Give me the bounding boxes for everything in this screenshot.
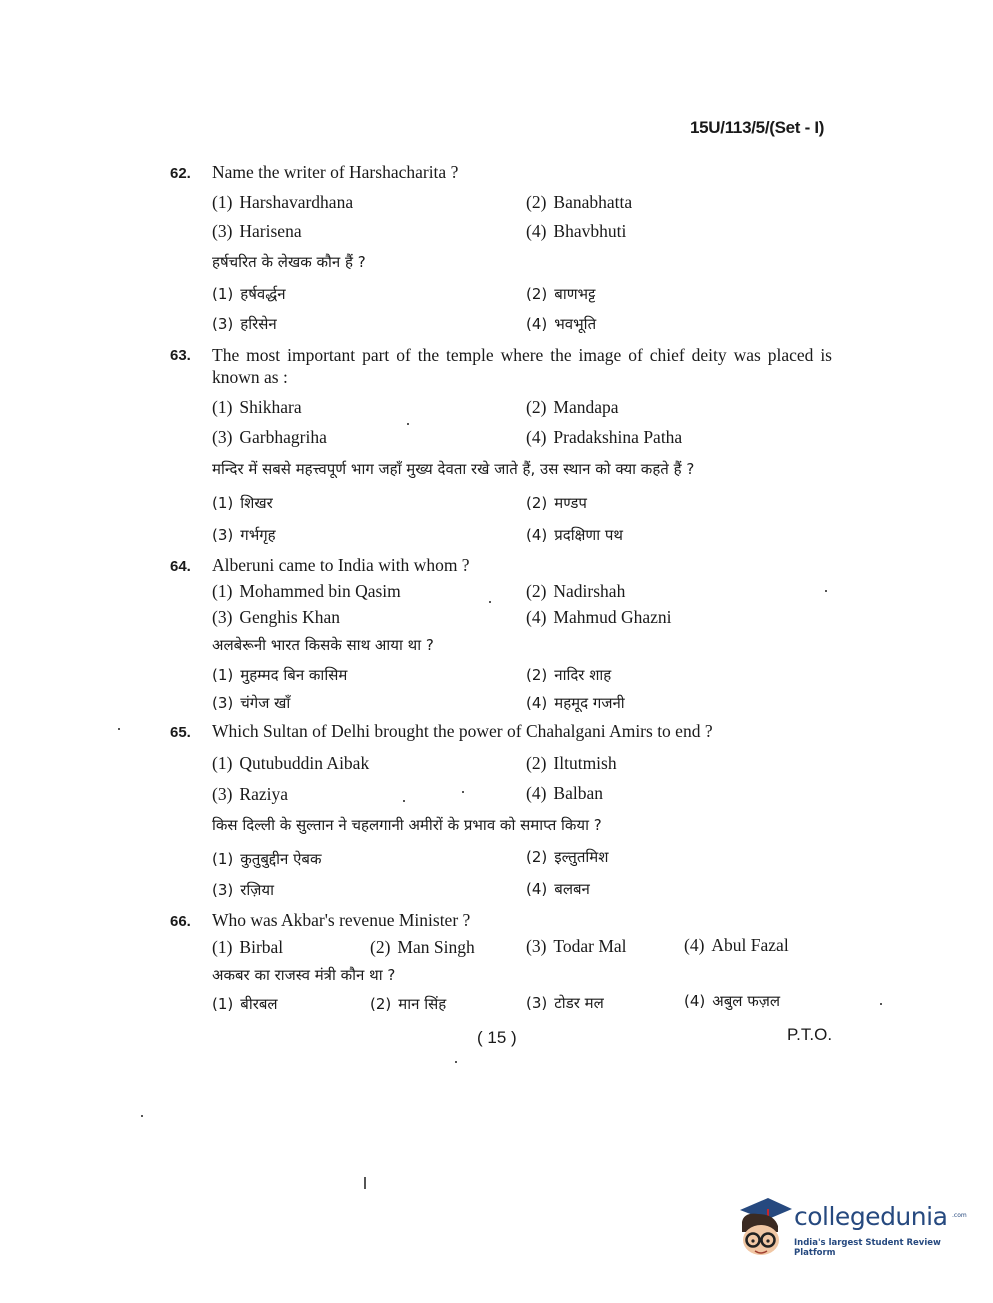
pto-label: P.T.O. <box>787 1025 833 1044</box>
page-number: ( 15 ) <box>477 1028 517 1047</box>
brand-dotcom: .com <box>952 1212 967 1219</box>
question-text-hi: किस दिल्ली के सुल्तान ने चहलगानी अमीरों के प्रभाव को समाप्त किया ? <box>212 816 602 834</box>
option-4-hi: (4) अबुल फज़ल <box>684 992 781 1010</box>
option-4-en: (4) Balban <box>526 783 603 803</box>
question-text-en: The most important part of the temple where the image of chief deity was placed is known as : <box>212 345 832 387</box>
option-1-hi: (1) कुतुबुद्दीन ऐबक <box>212 850 322 868</box>
option-2-hi: (2) मण्डप <box>526 494 587 512</box>
scan-speck <box>455 1061 457 1063</box>
option-2-en: (2) Nadirshah <box>526 581 626 601</box>
option-3-hi: (3) रज़िया <box>212 881 274 899</box>
scan-speck <box>825 590 827 592</box>
question-text-hi: मन्दिर में सबसे महत्त्वपूर्ण भाग जहाँ मुख्य देवता रखे जाते हैं, उस स्थान को क्या कहते हैं ? <box>212 460 695 478</box>
question-text-hi: अलबेरूनी भारत किसके साथ आया था ? <box>212 636 434 654</box>
option-4-hi: (4) महमूद गजनी <box>526 694 625 712</box>
question-text-en: Who was Akbar's revenue Minister ? <box>212 910 471 930</box>
option-2-hi: (2) मान सिंह <box>370 995 447 1013</box>
option-4-en: (4) Bhavbhuti <box>526 221 627 241</box>
option-3-en: (3) Garbhagriha <box>212 427 327 447</box>
question-number: 66. <box>170 913 191 930</box>
option-2-en: (2) Man Singh <box>370 937 475 957</box>
brand-name: collegedunia <box>794 1202 948 1231</box>
question-text-en: Which Sultan of Delhi brought the power of Chahalgani Amirs to end ? <box>212 721 713 741</box>
option-4-hi: (4) प्रदक्षिणा पथ <box>526 526 623 544</box>
scan-speck <box>118 728 120 730</box>
question-number: 63. <box>170 347 191 364</box>
option-1-hi: (1) हर्षवर्द्धन <box>212 285 286 303</box>
option-3-en: (3) Genghis Khan <box>212 607 341 627</box>
question-number: 64. <box>170 558 191 575</box>
option-1-en: (1) Birbal <box>212 937 284 957</box>
question-number: 65. <box>170 724 191 741</box>
option-3-hi: (3) टोडर मल <box>526 994 604 1012</box>
option-3-hi: (3) गर्भगृह <box>212 526 276 544</box>
question-text-en: Name the writer of Harshacharita ? <box>212 162 459 182</box>
option-4-en: (4) Mahmud Ghazni <box>526 607 672 627</box>
option-1-hi: (1) शिखर <box>212 494 273 512</box>
scan-speck <box>364 1177 366 1189</box>
option-3-en: (3) Raziya <box>212 784 288 804</box>
question-number: 62. <box>170 165 191 182</box>
paper-code: 15U/113/5/(Set - I) <box>690 118 825 137</box>
option-1-en: (1) Shikhara <box>212 397 302 417</box>
option-2-hi: (2) इल्तुतमिश <box>526 848 609 866</box>
option-4-en: (4) Pradakshina Patha <box>526 427 683 447</box>
option-2-en: (2) Banabhatta <box>526 192 633 212</box>
option-2-en: (2) Mandapa <box>526 397 619 417</box>
question-text-hi: हर्षचरित के लेखक कौन हैं ? <box>212 253 366 271</box>
option-3-en: (3) Harisena <box>212 221 302 241</box>
option-1-en: (1) Qutubuddin Aibak <box>212 753 370 773</box>
option-2-hi: (2) नादिर शाह <box>526 666 612 684</box>
collegedunia-logo <box>734 1196 967 1260</box>
option-3-en: (3) Todar Mal <box>526 936 627 956</box>
question-text-hi: अकबर का राजस्व मंत्री कौन था ? <box>212 966 396 984</box>
option-4-hi: (4) बलबन <box>526 880 590 898</box>
scan-speck <box>462 791 464 793</box>
option-1-hi: (1) मुहम्मद बिन कासिम <box>212 666 348 684</box>
option-3-hi: (3) हरिसेन <box>212 315 277 333</box>
scan-speck <box>880 1003 882 1005</box>
scan-speck <box>403 800 405 802</box>
option-4-en: (4) Abul Fazal <box>684 935 789 955</box>
option-3-hi: (3) चंगेज खाँ <box>212 694 291 712</box>
option-1-hi: (1) बीरबल <box>212 995 278 1013</box>
scan-speck <box>407 423 409 425</box>
question-text-en: Alberuni came to India with whom ? <box>212 555 470 575</box>
option-1-en: (1) Harshavardhana <box>212 192 354 212</box>
brand-tagline: India's largest Student Review Platform <box>794 1238 941 1258</box>
option-4-hi: (4) भवभूति <box>526 315 597 333</box>
option-1-en: (1) Mohammed bin Qasim <box>212 581 401 601</box>
scan-speck <box>141 1115 143 1117</box>
scan-speck <box>489 601 491 603</box>
option-2-hi: (2) बाणभट्ट <box>526 285 596 303</box>
option-2-en: (2) Iltutmish <box>526 753 617 773</box>
student-mascot-icon <box>734 1196 792 1260</box>
